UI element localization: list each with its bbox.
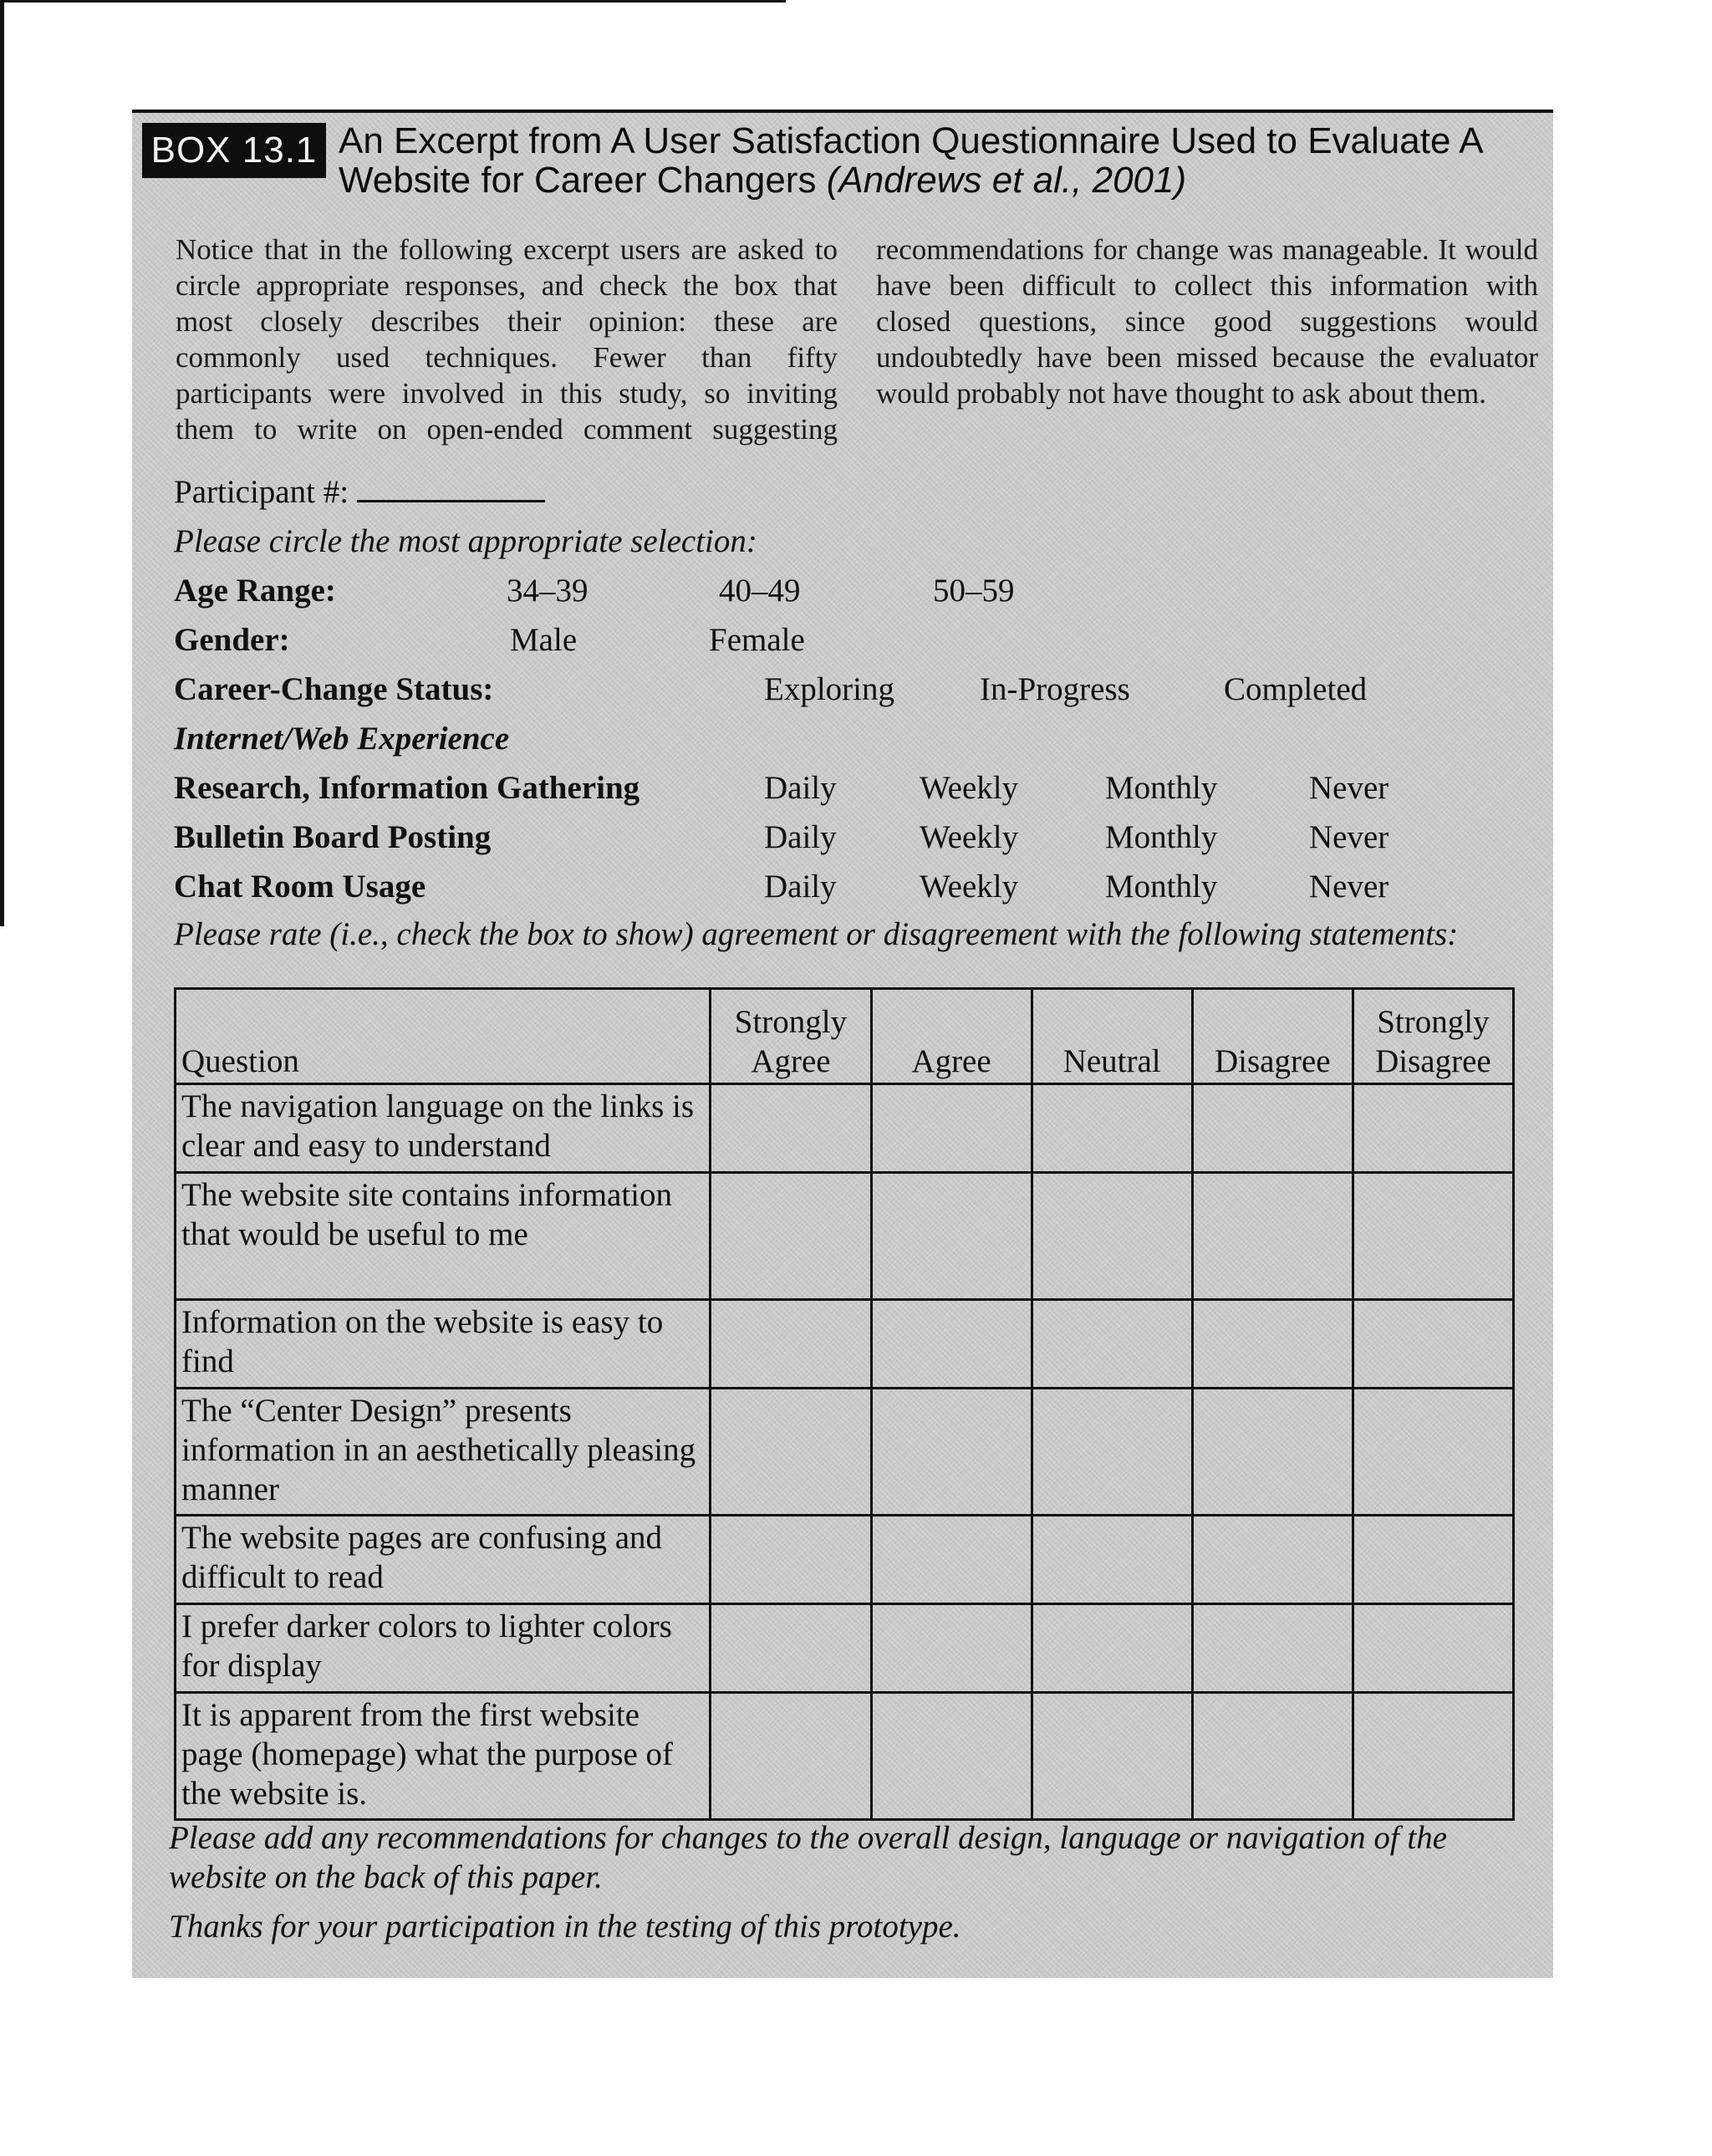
question-text: The website site contains information that would be useful to me: [176, 1173, 711, 1300]
scale-header-disagree: Disagree: [1192, 989, 1353, 1084]
rating-checkbox-cell[interactable]: [871, 1516, 1032, 1604]
table-row: [176, 1300, 1514, 1389]
career-option[interactable]: In-Progress: [980, 671, 1130, 707]
table-row: [176, 1173, 1514, 1300]
frequency-option[interactable]: Weekly: [920, 819, 1019, 855]
box-label: BOX 13.1: [142, 123, 326, 178]
rating-checkbox-cell[interactable]: [711, 1300, 871, 1389]
scan-edge-left: [0, 0, 4, 926]
rating-checkbox-cell[interactable]: [1192, 1300, 1353, 1389]
rating-checkbox-cell[interactable]: [711, 1516, 871, 1604]
gender-option[interactable]: Female: [709, 622, 805, 658]
rating-checkbox-cell[interactable]: [1032, 1084, 1192, 1173]
age-option[interactable]: 50–59: [933, 573, 1015, 609]
table-row: [176, 1693, 1514, 1820]
rating-checkbox-cell[interactable]: [1353, 1300, 1513, 1389]
rating-checkbox-cell[interactable]: [1192, 1084, 1353, 1173]
question-text: The “Center Design” presents information in an aesthetically pleasing manner: [176, 1389, 711, 1516]
scale-header-strongly-disagree: Strongly Disagree: [1353, 989, 1513, 1084]
frequency-option[interactable]: Never: [1309, 819, 1389, 855]
participant-number-field[interactable]: [357, 475, 545, 502]
age-option[interactable]: 34–39: [507, 573, 588, 609]
box-citation: (Andrews et al., 2001): [826, 160, 1187, 201]
table-row: [176, 1604, 1514, 1693]
scan-edge-top: [0, 0, 786, 3]
frequency-label: Bulletin Board Posting: [174, 819, 492, 855]
rating-checkbox-cell[interactable]: [1032, 1604, 1192, 1693]
box-top-rule: [132, 110, 1553, 113]
career-label: Career-Change Status:: [174, 671, 494, 707]
rating-checkbox-cell[interactable]: [711, 1693, 871, 1820]
career-option[interactable]: Completed: [1224, 671, 1368, 707]
age-option[interactable]: 40–49: [719, 573, 801, 609]
rating-checkbox-cell[interactable]: [871, 1604, 1032, 1693]
question-header: Question: [176, 989, 711, 1084]
question-text: The navigation language on the links is clear and easy to understand: [176, 1084, 711, 1173]
intro-paragraph: Notice that in the following excerpt users are asked to circle appropriate responses, and check the box that most closely describes their opinion: these are commonly used techniques. Fewer than fifty participants were involved in this study, so inviting them to write on open-ended comment suggesting recommendations for change was manageable. It would have been difficult to collect this information with closed questions, since good suggestions would undoubtedly have been missed because the evaluator would probably not have thought to ask about them.: [176, 233, 1538, 446]
frequency-option[interactable]: Weekly: [920, 770, 1019, 806]
gender-label: Gender:: [174, 622, 290, 658]
frequency-option[interactable]: Daily: [764, 770, 837, 806]
question-text: I prefer darker colors to lighter colors for display: [176, 1604, 711, 1693]
participant-row: [174, 471, 545, 513]
age-label: Age Range:: [174, 573, 336, 609]
rating-checkbox-cell[interactable]: [1032, 1173, 1192, 1300]
frequency-option[interactable]: Daily: [764, 819, 837, 855]
box-title-text: An Excerpt from A User Satisfaction Questionnaire Used to Evaluate A Website for Career Changers: [339, 120, 1482, 201]
frequency-option[interactable]: Monthly: [1105, 869, 1218, 905]
rating-checkbox-cell[interactable]: [1192, 1389, 1353, 1516]
rating-checkbox-cell[interactable]: [1353, 1173, 1513, 1300]
rating-checkbox-cell[interactable]: [1192, 1693, 1353, 1820]
rating-checkbox-cell[interactable]: [1353, 1693, 1513, 1820]
experience-heading: Internet/Web Experience: [174, 721, 510, 757]
scale-header-agree: Agree: [871, 989, 1032, 1084]
gender-option[interactable]: Male: [510, 622, 578, 658]
question-text: Information on the website is easy to find: [176, 1300, 711, 1389]
rating-checkbox-cell[interactable]: [711, 1389, 871, 1516]
box-13-1: [132, 110, 1553, 1978]
thanks-note: Thanks for your participation in the testing of this prototype.: [169, 1909, 961, 1944]
rating-checkbox-cell[interactable]: [1353, 1084, 1513, 1173]
rating-checkbox-cell[interactable]: [1032, 1693, 1192, 1820]
table-header-row: [176, 989, 1514, 1084]
rating-checkbox-cell[interactable]: [871, 1389, 1032, 1516]
frequency-option[interactable]: Daily: [764, 869, 837, 905]
rating-checkbox-cell[interactable]: [1353, 1389, 1513, 1516]
rating-checkbox-cell[interactable]: [871, 1300, 1032, 1389]
rating-checkbox-cell[interactable]: [711, 1173, 871, 1300]
question-text: It is apparent from the first website page (homepage) what the purpose of the website is.: [176, 1693, 711, 1820]
scale-header-strongly-agree: Strongly Agree: [711, 989, 871, 1084]
frequency-label: Research, Information Gathering: [174, 770, 640, 806]
rating-checkbox-cell[interactable]: [711, 1604, 871, 1693]
rating-checkbox-cell[interactable]: [871, 1173, 1032, 1300]
rating-checkbox-cell[interactable]: [711, 1084, 871, 1173]
circle-instruction: Please circle the most appropriate selection:: [174, 523, 757, 559]
question-text: The website pages are confusing and difficult to read: [176, 1516, 711, 1604]
rating-table: [174, 987, 1515, 1821]
participant-label: Participant #:: [174, 474, 349, 510]
frequency-option[interactable]: Never: [1309, 869, 1389, 905]
frequency-option[interactable]: Monthly: [1105, 819, 1218, 855]
box-title: [339, 121, 1542, 200]
rating-checkbox-cell[interactable]: [871, 1084, 1032, 1173]
rating-checkbox-cell[interactable]: [1353, 1604, 1513, 1693]
rating-checkbox-cell[interactable]: [1192, 1604, 1353, 1693]
rating-checkbox-cell[interactable]: [1032, 1516, 1192, 1604]
rating-checkbox-cell[interactable]: [1192, 1516, 1353, 1604]
rate-instruction: Please rate (i.e., check the box to show) agreement or disagreement with the following statements:: [174, 916, 1459, 952]
table-row: [176, 1516, 1514, 1604]
frequency-option[interactable]: Never: [1309, 770, 1389, 806]
rating-checkbox-cell[interactable]: [1353, 1516, 1513, 1604]
table-row: [176, 1084, 1514, 1173]
career-option[interactable]: Exploring: [764, 671, 894, 707]
recommendation-note: Please add any recommendations for changes to the overall design, language or navigation of the website on the back of this paper.: [169, 1820, 1448, 1895]
frequency-option[interactable]: Monthly: [1105, 770, 1218, 806]
rating-checkbox-cell[interactable]: [1192, 1173, 1353, 1300]
frequency-option[interactable]: Weekly: [920, 869, 1019, 905]
scale-header-neutral: Neutral: [1032, 989, 1192, 1084]
table-row: [176, 1389, 1514, 1516]
rating-checkbox-cell[interactable]: [1032, 1389, 1192, 1516]
rating-checkbox-cell[interactable]: [1032, 1300, 1192, 1389]
rating-checkbox-cell[interactable]: [871, 1693, 1032, 1820]
frequency-label: Chat Room Usage: [174, 869, 426, 905]
